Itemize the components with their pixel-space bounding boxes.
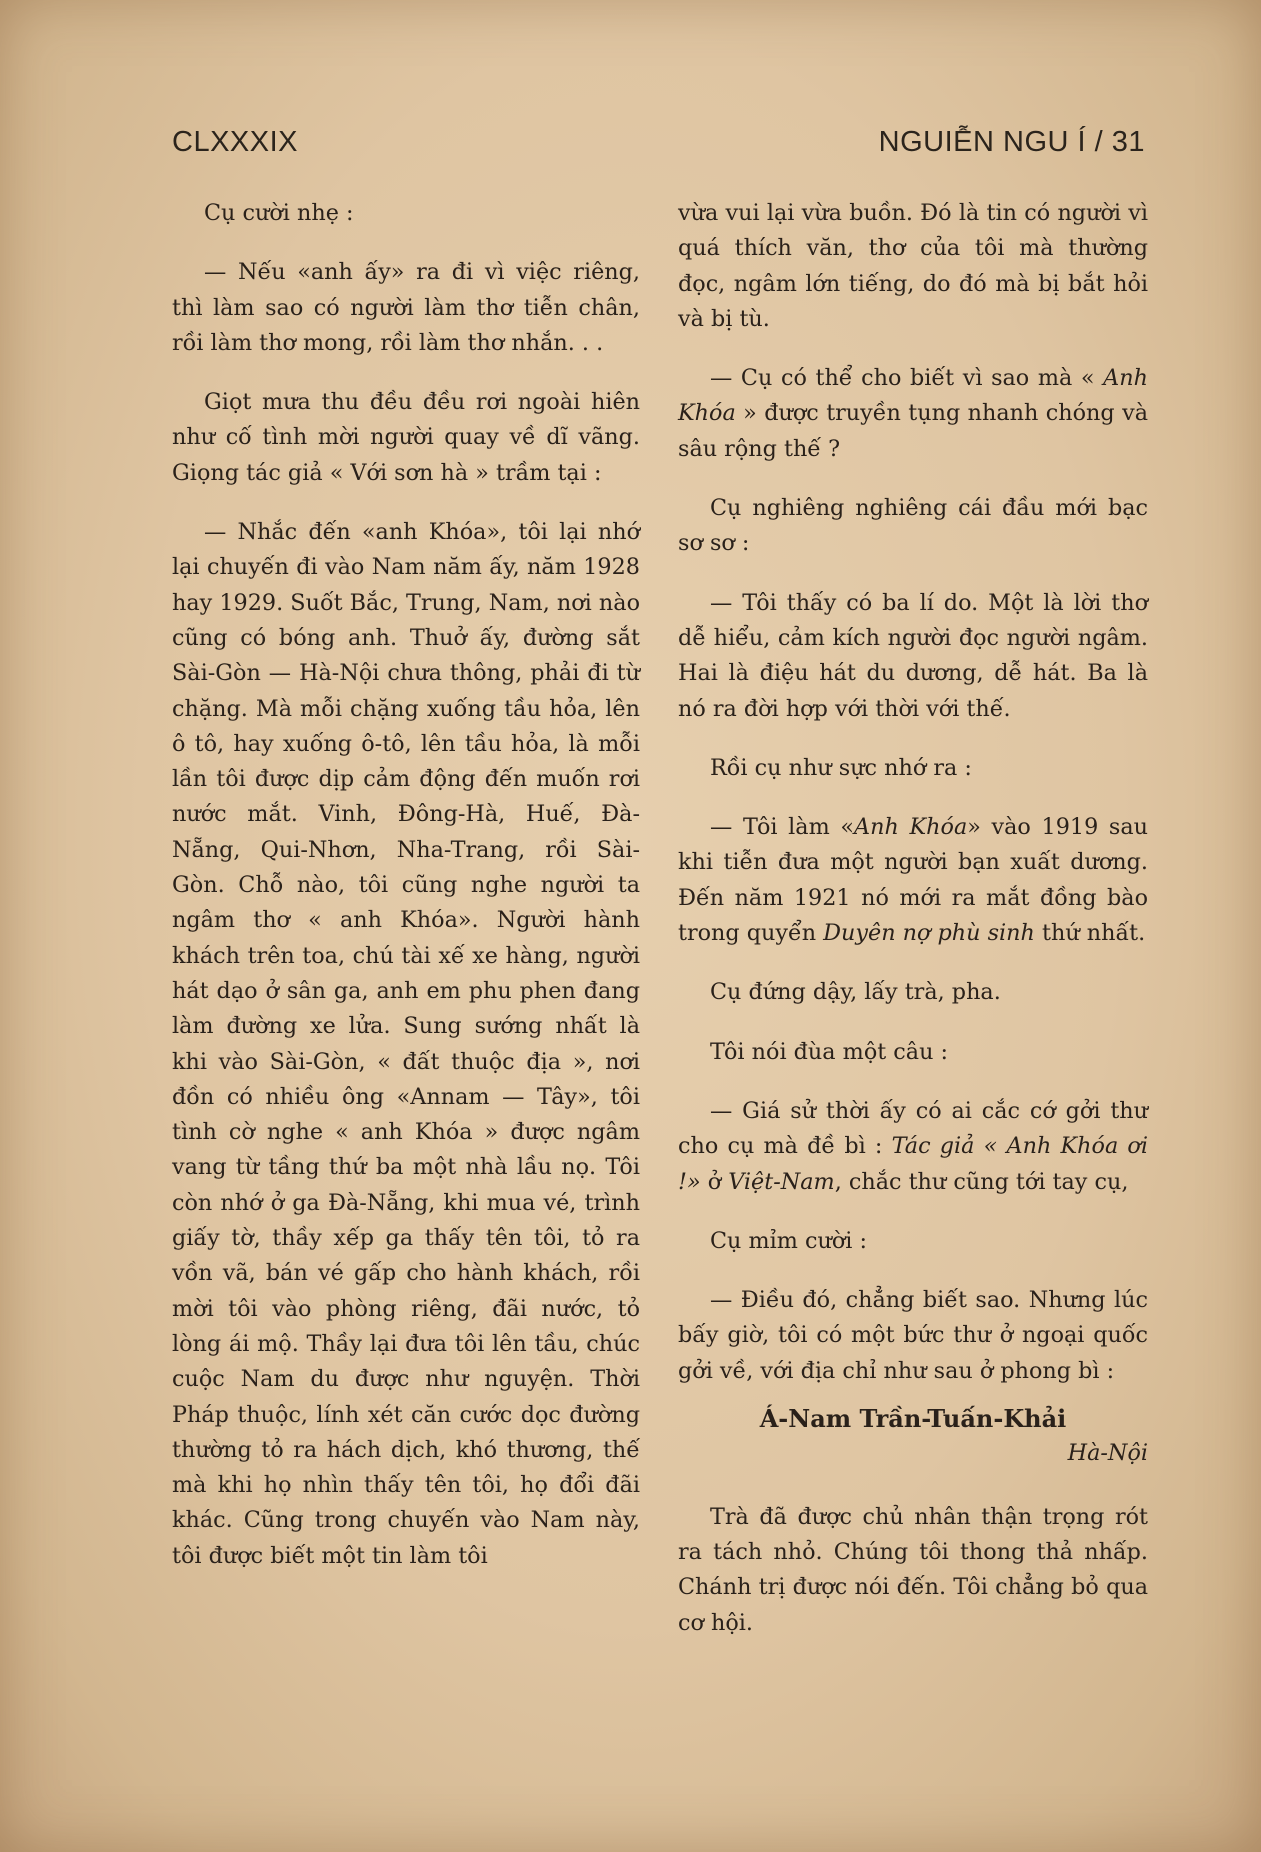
paragraph: vừa vui lại vừa buồn. Đó là tin có người vì quá thích văn, thơ của tôi mà thường đọc, ngâm lớn tiếng, do đó mà bị bắt hỏi và bị tù. (678, 200, 1148, 332)
paragraph: Cụ đứng dậy, lấy trà, pha. (710, 979, 1001, 1006)
paragraph: — Giá sử thời ấy có ai cắc cớ gởi thư cho cụ mà đề bì : Tác giả « Anh Khóa ơi !» ở Việt-Nam, chắc thư cũng tới tay cụ, (678, 1097, 1148, 1195)
paragraph: — Điều đó, chẳng biết sao. Nhưng lúc bấy giờ, tôi có một bức thư ở ngoại quốc gởi về, với địa chỉ như sau ở phong bì : (678, 1287, 1148, 1384)
paragraph: Cụ nghiêng nghiêng cái đầu mới bạc sơ sơ : (678, 495, 1148, 557)
paragraph: Trà đã được chủ nhân thận trọng rót ra tách nhỏ. Chúng tôi thong thả nhấp. Chánh trị được nói đến. Tôi chẳng bỏ qua cơ hội. (678, 1503, 1148, 1636)
paragraph: Cụ mỉm cười : (710, 1227, 868, 1254)
section-number: CLXXXIX (172, 126, 298, 158)
address-name: Á-Nam Trần-Tuấn-Khải (759, 1404, 1067, 1434)
book-title: Anh Khóa (678, 365, 1148, 427)
paragraph: — Nhắc đến «anh Khóa», tôi lại nhớ lại chuyến đi vào Nam năm ấy, năm 1928 hay 1929. Suốt Bắc, Trung, Nam, nơi nào cũng có bóng anh. Thuở ấy, đường sắt Sài-Gòn — Hà-Nội chưa thông, phải đi từ chặng. Mà mỗi chặng xuống tầu hỏa, lên ô tô, hay xuống ô-tô, lên tầu hỏa, là mỗi lần tôi được dịp cảm động đến muốn rơi nước mắt. Vinh, Đông-Hà, Huế, Đà-Nẵng, Qui-Nhơn, Nha-Trang, rồi Sài-Gòn. Chỗ nào, tôi cũng nghe người ta ngâm thơ « anh Khóa». Người hành khách trên toa, chú tài xế xe hàng, người hát dạo ở sân ga, anh em phu phen đang làm đường xe lửa. Sung sướng nhất là khi vào Sài-Gòn, « đất thuộc địa », nơi đồn có nhiều ông «Annam — Tây», tôi tình cờ nghe « anh Khóa » được ngâm vang từ tầng thứ ba một nhà lầu nọ. Tôi còn nhớ ở ga Đà-Nẵng, khi mua vé, trình giấy tờ, thầy xếp ga thấy tên tôi, tỏ ra vồn vã, bán vé gấp cho hành khách, rồi mời tôi vào phòng riêng, đãi nước, tỏ lòng ái mộ. Thầy lại đưa tôi lên tầu, chúc cuộc Nam du được như nguyện. Thời Pháp thuộc, lính xét căn cước dọc đường thường tỏ ra hách dịch, khó thương, thế mà khi họ nhìn thấy tên tôi, họ đổi đãi khác. Cũng trong chuyến vào Nam này, tôi được biết một tin làm tôi (172, 519, 640, 1569)
address-place: Hà-Nội (1067, 1440, 1148, 1467)
paragraph: — Tôi thấy có ba lí do. Một là lời thơ dễ hiểu, cảm kích người đọc người ngâm. Hai là điệu hát du dương, dễ hát. Ba là nó ra đời hợp với thời với thế. (678, 589, 1148, 722)
paragraph: Cụ cười nhẹ : (204, 200, 354, 226)
page-header (172, 126, 1145, 166)
left-column (172, 196, 640, 1586)
running-title-page-number: NGUIỄN NGU Í / 31 (878, 126, 1145, 158)
paragraph: — Cụ có thể cho biết vì sao mà « Anh Khóa » được truyền tụng nhanh chóng và sâu rộng thế ? (678, 365, 1148, 462)
book-title: Duyên nợ phù sinh (823, 920, 1035, 947)
paragraph: Tôi nói đùa một câu : (710, 1038, 949, 1065)
right-column (678, 196, 1148, 1653)
paragraph: Rồi cụ như sực nhớ ra : (710, 754, 972, 781)
paragraph: — Tôi làm «Anh Khóa» vào 1919 sau khi tiễn đưa một người bạn xuất dương. Đến năm 1921 nó mới ra mắt đồng bào trong quyển Duyên nợ phù sinh thứ nhất. (678, 814, 1148, 947)
paragraph: Giọt mưa thu đều đều rơi ngoài hiên như cố tình mời người quay về dĩ vãng. Giọng tác giả « Với sơn hà » trầm tại : (172, 389, 640, 486)
book-title: Anh Khóa (854, 814, 968, 841)
paragraph: — Nếu «anh ấy» ra đi vì việc riêng, thì làm sao có người làm thơ tiễn chân, rồi làm thơ mong, rồi làm thơ nhắn. . . (172, 259, 640, 356)
